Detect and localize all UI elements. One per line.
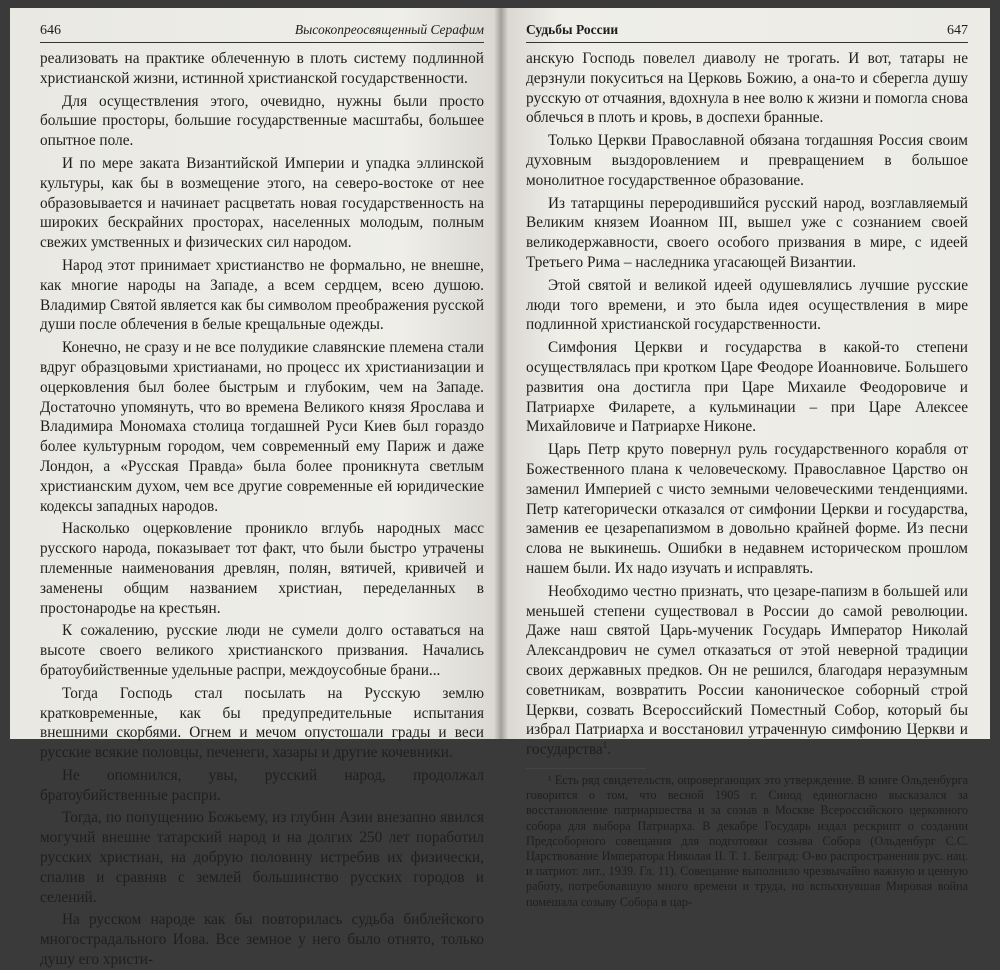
right-page-header [526,22,968,43]
left-page [10,8,500,969]
left-page-header [40,22,484,43]
footnote-text: ¹ Есть ряд свидетельств, опровергающих это утверждение. В книге Ольденбурга говорится о том, что весной 1905 г. Синод единогласно высказался за восстановление патриаршества и за созыв в Москве Всероссийского церковного собора для выбора Патриарха. В декабре Государь издал рескрипт о создании Предсоборного совещания для подготовки созыва Собора (Ольденбург С.С. Царствование Императора Николая II. Т. 1. Белград: О-во распространения рус. нац. и патриот. лит., 1939. Гл. 11). Совещание выполнило чрезвычайно важную и ценную работу, потребовавшую много времени и труда, но вспыхнувшая Мировая война помешала созыву Собора в цар- [526,772,968,909]
paragraph: К сожалению, русские люди не сумели долго оставаться на высоте своего великого христианского призвания. Начались братоубийственные удельные распри, междоусобные брани... [40,622,484,679]
footnote [526,773,968,910]
paragraph: Симфония Церкви и государства в какой-то степени осуществлялась при кротком Царе Феодоре Иоанновиче. Большего развития она достигла при Царе Михаиле Феодоровиче и Патриархе Филарете, а кульминации – при Царе Алексее Михайловиче и Патриархе Никоне. [526,339,968,436]
paragraph: На русском народе как бы повторилась судьба библейского многострадального Иова. Все земное у него было отнято, только душу его христи- [40,911,484,969]
page-number: 647 [947,23,968,38]
paragraph: Из татарщины переродившийся русский народ, возглавляемый Великим князем Иоанном III, вышел уже с сознанием своей великодержавности, своего особого призвания в мире, с идеей Третьего Рима – наследника угасающей Византии. [526,194,968,271]
paragraph: Царь Петр круто повернул руль государственного корабля от Божественного плана к человеческому. Православное Царство он заменил Империей с чисто земными человеческими тенденциями. Петр категорически отказался от симфонии Церкви и государства, заменив ее цезарепапизмом в довольно крайней форме. Из песни слова не выкинешь. Ошибки в недавнем историческом прошлом нашем были. Их надо изучать и исправлять. [526,441,968,577]
footnote-divider [526,768,646,769]
paragraph-text: Необходимо честно признать, что цезаре-папизм в большей или меньшей степени существовал в России до самой революции. Даже наш святой Царь-мученик Государь Император Николай Александрович не сумел отказаться от этой неверной традиции своих державных предков. Он не решился, благодаря неразумным советникам, возвратить России каноническое соборный строй Церкви, созвать Всероссийский Поместный Собор, который бы избрал Патриарха и восстановил утраченную симфонию Церкви и государства [526,582,968,759]
paragraph: Насколько оцерковление проникло вглубь народных масс русского народа, показывает тот факт, что были быстро утрачены племенные наименования древлян, полян, вятичей, кривичей и заменены общим названием христиан, переделанных в простонародье на крестьян. [40,520,484,617]
running-title: Высокопреосвященный Серафим [294,22,484,37]
paragraph: Этой святой и великой идеей одушевлялись лучшие русские люди того времени, и это была идея осуществления в мире подлинной христианской государственности. [526,276,968,334]
left-page-body [40,49,484,970]
footnote-marker: 1 [602,740,608,750]
paragraph: Необходимо честно признать, что цезаре-папизм в большей или меньшей степени существовал в России до самой революции. Даже наш святой Царь-мученик Государь Император Николай Александрович не сумел отказаться от этой неверной традиции своих державных предков. Он не решился, благодаря неразумным советникам, возвратить России каноническое соборный строй Церкви, созвать Всероссийский Поместный Собор, который бы избрал Патриарха и восстановил утраченную симфонию Церкви и государства$^1$. [526,582,968,759]
paragraph: И по мере заката Византийской Империи и упадка эллинской культуры, как бы в возмещение этого, на северо-востоке от нее образовывается и начинает расцветать новая государственность на широких бескрайних просторах, населенных молодым, полным свежих умственных и физических сил народом. [40,154,484,252]
book-gutter [494,8,508,739]
paragraph: реализовать на практике облеченную в плоть систему подлинной христианской жизни, истинной христианской государственности. [40,50,484,87]
paragraph: анскую Господь повелел диаволу не трогать. И вот, татары не дерзнули покуситься на Церковь Божию, а она-то и сберегла душу русскую от отчаяния, вдохнула в нее волю к жизни и помогла снова облечься в плоть и кровь, в доспехи бранные. [526,50,968,127]
right-page [500,8,990,909]
running-title: Судьбы России [526,22,619,37]
right-page-body [526,49,968,760]
paragraph: Народ этот принимает христианство не формально, не внешне, как многие народы на Западе, а всем сердцем, всею душою. Владимир Святой является как бы символом преображения русской души после облечения в белые крещальные одежды. [40,256,484,334]
paragraph: Тогда Господь стал посылать на Русскую землю кратковременные, как бы предупредительные испытания внешними скорбями. Огнем и мечом опустошали грады и веси русские всякие половцы, печенеги, хазары и другие кочевники. [40,684,484,762]
paragraph: Конечно, не сразу и не все полудикие славянские племена стали вдруг образцовыми христианами, но процесс их христианизации и оцерковления был более быстрым и глубоким, чем на Западе. Достаточно упомянуть, что во времена Великого князя Ярослава и Владимира Мономаха столица тогдашней Руси Киев был гораздо более культурным городом, чем современный ему Париж и даже Лондон, а «Русская Правда» была более проникнута светлым христианским духом, чем все другие современные ей юридические кодексы западных народов. [40,339,484,515]
paragraph: Для осуществления этого, очевидно, нужны были просто большие просторы, большие государственные масштабы, большее опытное поле. [40,92,484,150]
paragraph: Не опомнился, увы, русский народ, продолжал братоубийственные распри. [40,766,484,804]
paragraph: Только Церкви Православной обязана тогдашняя Россия своим духовным выздоровлением и превращением в большое монолитное государственное образование. [526,132,968,189]
page-number: 646 [40,23,61,38]
paragraph: Тогда, по попущению Божьему, из глубин Азии внезапно явился могучий внешне татарский народ и на долгих 250 лет поработил русских христиан, на добрую половину истребив их физически, спалив и сравняв с землей большинство русских городов и селений. [40,809,484,906]
